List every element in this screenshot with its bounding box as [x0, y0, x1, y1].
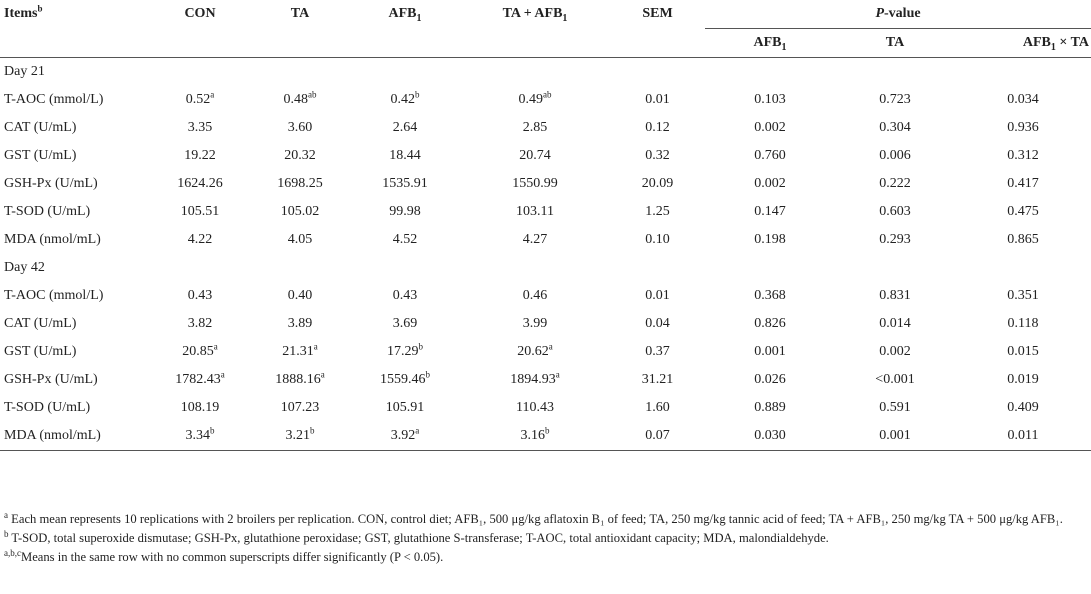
footnote-abc: $^{a,b,c}$Means in the same row with no common superscripts differ significantly (P < 0.05). [4, 547, 444, 564]
col-header-con: CON [184, 6, 216, 22]
cell-sem: 0.12 [645, 120, 670, 135]
cell-ta: 20.32 [284, 148, 316, 163]
cell-p-afb: 0.103 [754, 92, 786, 107]
cell-p-afb: 0.889 [754, 400, 786, 415]
cell-ta: 0.48$^{ab}$ [283, 89, 317, 107]
footnote-b: $^b$ T-SOD, total superoxide dismutase; GSH-Px, glutathione peroxidase; GST, glutathione S-transferase; T-AOC, total antioxidant capacity; MDA, malondialdehyde. [4, 528, 829, 545]
cell-p-ta: 0.603 [879, 204, 911, 219]
cell-afb: 3.92$^a$ [390, 425, 420, 443]
cell-p-interaction: 0.409 [1007, 400, 1039, 415]
cell-afb: 17.29$^b$ [387, 341, 423, 359]
cell-sem: 0.37 [645, 344, 670, 359]
col-header-ta: TA [290, 6, 310, 22]
cell-taafb: 3.99 [522, 316, 548, 331]
cell-p-interaction: 0.019 [1007, 372, 1039, 387]
cell-p-ta: 0.831 [879, 288, 911, 303]
cell-p-interaction: 0.118 [1007, 316, 1039, 331]
cell-p-ta: 0.014 [879, 316, 911, 331]
cell-afb: 3.69 [392, 316, 418, 331]
cell-p-afb: 0.198 [754, 232, 786, 247]
cell-sem: 0.04 [645, 316, 670, 331]
table-row [0, 282, 1091, 310]
cell-p-afb: 0.760 [754, 148, 786, 163]
cell-p-ta: 0.293 [879, 232, 911, 247]
cell-p-ta: 0.006 [879, 148, 911, 163]
cell-taafb: 4.27 [522, 232, 548, 247]
section-title: Day 21 [4, 64, 45, 79]
cell-p-afb: 0.368 [754, 288, 786, 303]
cell-ta: 105.02 [280, 204, 320, 219]
cell-sem: 31.21 [641, 372, 674, 387]
cell-taafb: 0.46 [522, 288, 548, 303]
cell-taafb: 20.62$^a$ [517, 341, 553, 359]
col-header-ta-afb: TA + $AFB_1$ [502, 6, 568, 25]
section-title: Day 42 [4, 260, 45, 275]
cell-afb: 105.91 [385, 400, 425, 415]
row-item-label: GSH-Px (U/mL) [4, 176, 98, 191]
cell-p-interaction: 0.015 [1007, 344, 1039, 359]
cell-p-ta: 0.001 [879, 428, 911, 443]
table-row [0, 114, 1091, 142]
cell-p-afb: 0.147 [754, 204, 786, 219]
cell-con: 3.35 [187, 120, 213, 135]
row-item-label: GST (U/mL) [4, 148, 77, 163]
cell-taafb: 20.74 [519, 148, 551, 163]
cell-taafb: 0.49$^{ab}$ [518, 89, 552, 107]
cell-p-ta: 0.222 [879, 176, 911, 191]
cell-p-afb: 0.030 [754, 428, 786, 443]
row-item-label: CAT (U/mL) [4, 316, 77, 331]
cell-afb: 1559.46$^b$ [380, 369, 430, 387]
cell-p-afb: 0.002 [754, 176, 786, 191]
cell-taafb: 3.16$^b$ [520, 425, 550, 443]
cell-sem: 0.32 [645, 148, 670, 163]
col-header-p-interaction: $AFB_1$ × TA [1022, 35, 1090, 53]
table-row [0, 366, 1091, 394]
section-heading-row [0, 254, 1091, 282]
row-item-label: MDA (nmol/mL) [4, 232, 101, 247]
row-item-label: T-SOD (U/mL) [4, 204, 91, 219]
cell-p-interaction: 0.034 [1007, 92, 1039, 107]
cell-con: 4.22 [187, 232, 213, 247]
cell-p-interaction: 0.936 [1007, 120, 1039, 135]
cell-p-interaction: 0.865 [1007, 232, 1039, 247]
section-heading-row [0, 58, 1091, 87]
table-row [0, 422, 1091, 451]
table-row [0, 198, 1091, 226]
cell-p-interaction: 0.475 [1007, 204, 1039, 219]
row-item-label: CAT (U/mL) [4, 120, 77, 135]
cell-sem: 1.60 [645, 400, 670, 415]
table-row [0, 310, 1091, 338]
cell-sem: 0.01 [645, 92, 670, 107]
cell-p-afb: 0.026 [754, 372, 786, 387]
row-item-label: T-AOC (mmol/L) [4, 92, 104, 107]
cell-con: 105.51 [180, 204, 220, 219]
cell-p-afb: 0.001 [754, 344, 786, 359]
cell-p-ta: <0.001 [875, 372, 915, 387]
cell-ta: 21.31$^a$ [282, 341, 318, 359]
table-row [0, 394, 1091, 422]
cell-p-interaction: 0.312 [1007, 148, 1039, 163]
header-row-2 [0, 29, 1091, 58]
cell-ta: 0.40 [287, 288, 313, 303]
col-header-afb: $AFB_1$ [388, 6, 422, 25]
cell-p-afb: 0.826 [754, 316, 786, 331]
cell-sem: 0.10 [645, 232, 670, 247]
cell-p-ta: 0.723 [879, 92, 911, 107]
cell-sem: 20.09 [641, 176, 674, 191]
cell-p-afb: 0.002 [754, 120, 786, 135]
row-item-label: MDA (nmol/mL) [4, 428, 101, 443]
col-header-pvalue: P-value [705, 0, 1091, 29]
cell-afb: 4.52 [392, 232, 418, 247]
cell-sem: 0.07 [645, 428, 670, 443]
row-item-label: T-SOD (U/mL) [4, 400, 91, 415]
cell-con: 0.43 [187, 288, 213, 303]
cell-afb: 0.43 [392, 288, 418, 303]
cell-p-interaction: 0.011 [1007, 428, 1039, 443]
table-row [0, 86, 1091, 114]
col-header-p-ta: TA [885, 35, 905, 50]
row-item-label: GST (U/mL) [4, 344, 77, 359]
footnotes [4, 510, 1086, 567]
cell-afb: 0.42$^b$ [390, 89, 420, 107]
cell-ta: 3.60 [287, 120, 313, 135]
cell-con: 3.82 [187, 316, 213, 331]
cell-afb: 1535.91 [382, 176, 428, 191]
table-body [0, 58, 1091, 451]
cell-ta: 1888.16$^a$ [275, 369, 325, 387]
cell-con: 108.19 [180, 400, 220, 415]
cell-taafb: 1550.99 [512, 176, 558, 191]
cell-afb: 2.64 [392, 120, 418, 135]
cell-ta: 3.89 [287, 316, 313, 331]
cell-ta: 3.21$^b$ [285, 425, 315, 443]
footnote-a: $^a$ Each mean represents 10 replications with 2 broilers per replication. CON, control diet; AFB₁, 500 μg/kg aflatoxin B₁ of feed; TA, 250 mg/kg tannic acid of feed; TA + AFB₁, 250 mg/kg TA + 500 μg/kg AFB₁. [4, 509, 1063, 526]
cell-sem: 1.25 [645, 204, 670, 219]
cell-con: 0.52$^a$ [185, 89, 215, 107]
cell-ta: 107.23 [280, 400, 320, 415]
col-header-sem: SEM [642, 6, 673, 22]
cell-taafb: 1894.93$^a$ [510, 369, 560, 387]
cell-con: 3.34$^b$ [185, 425, 215, 443]
cell-p-ta: 0.591 [879, 400, 911, 415]
table-row [0, 226, 1091, 254]
cell-p-interaction: 0.351 [1007, 288, 1039, 303]
cell-p-ta: 0.002 [879, 344, 911, 359]
cell-taafb: 2.85 [522, 120, 548, 135]
table-row [0, 338, 1091, 366]
table-row [0, 142, 1091, 170]
cell-con: 1624.26 [177, 176, 223, 191]
cell-afb: 99.98 [389, 204, 421, 219]
cell-p-interaction: 0.417 [1007, 176, 1039, 191]
col-header-p-afb: $AFB_1$ [753, 35, 787, 53]
cell-ta: 1698.25 [277, 176, 323, 191]
row-item-label: T-AOC (mmol/L) [4, 288, 104, 303]
row-item-label: GSH-Px (U/mL) [4, 372, 98, 387]
col-header-items: Items$^b$ [4, 3, 43, 22]
header-row-1 [0, 0, 1091, 29]
cell-afb: 18.44 [389, 148, 421, 163]
cell-ta: 4.05 [287, 232, 313, 247]
cell-p-ta: 0.304 [879, 120, 911, 135]
table-row [0, 170, 1091, 198]
cell-con: 20.85$^a$ [182, 341, 218, 359]
cell-sem: 0.01 [645, 288, 670, 303]
cell-taafb: 110.43 [516, 400, 554, 415]
cell-taafb: 103.11 [516, 204, 554, 219]
cell-con: 1782.43$^a$ [175, 369, 225, 387]
cell-con: 19.22 [184, 148, 216, 163]
